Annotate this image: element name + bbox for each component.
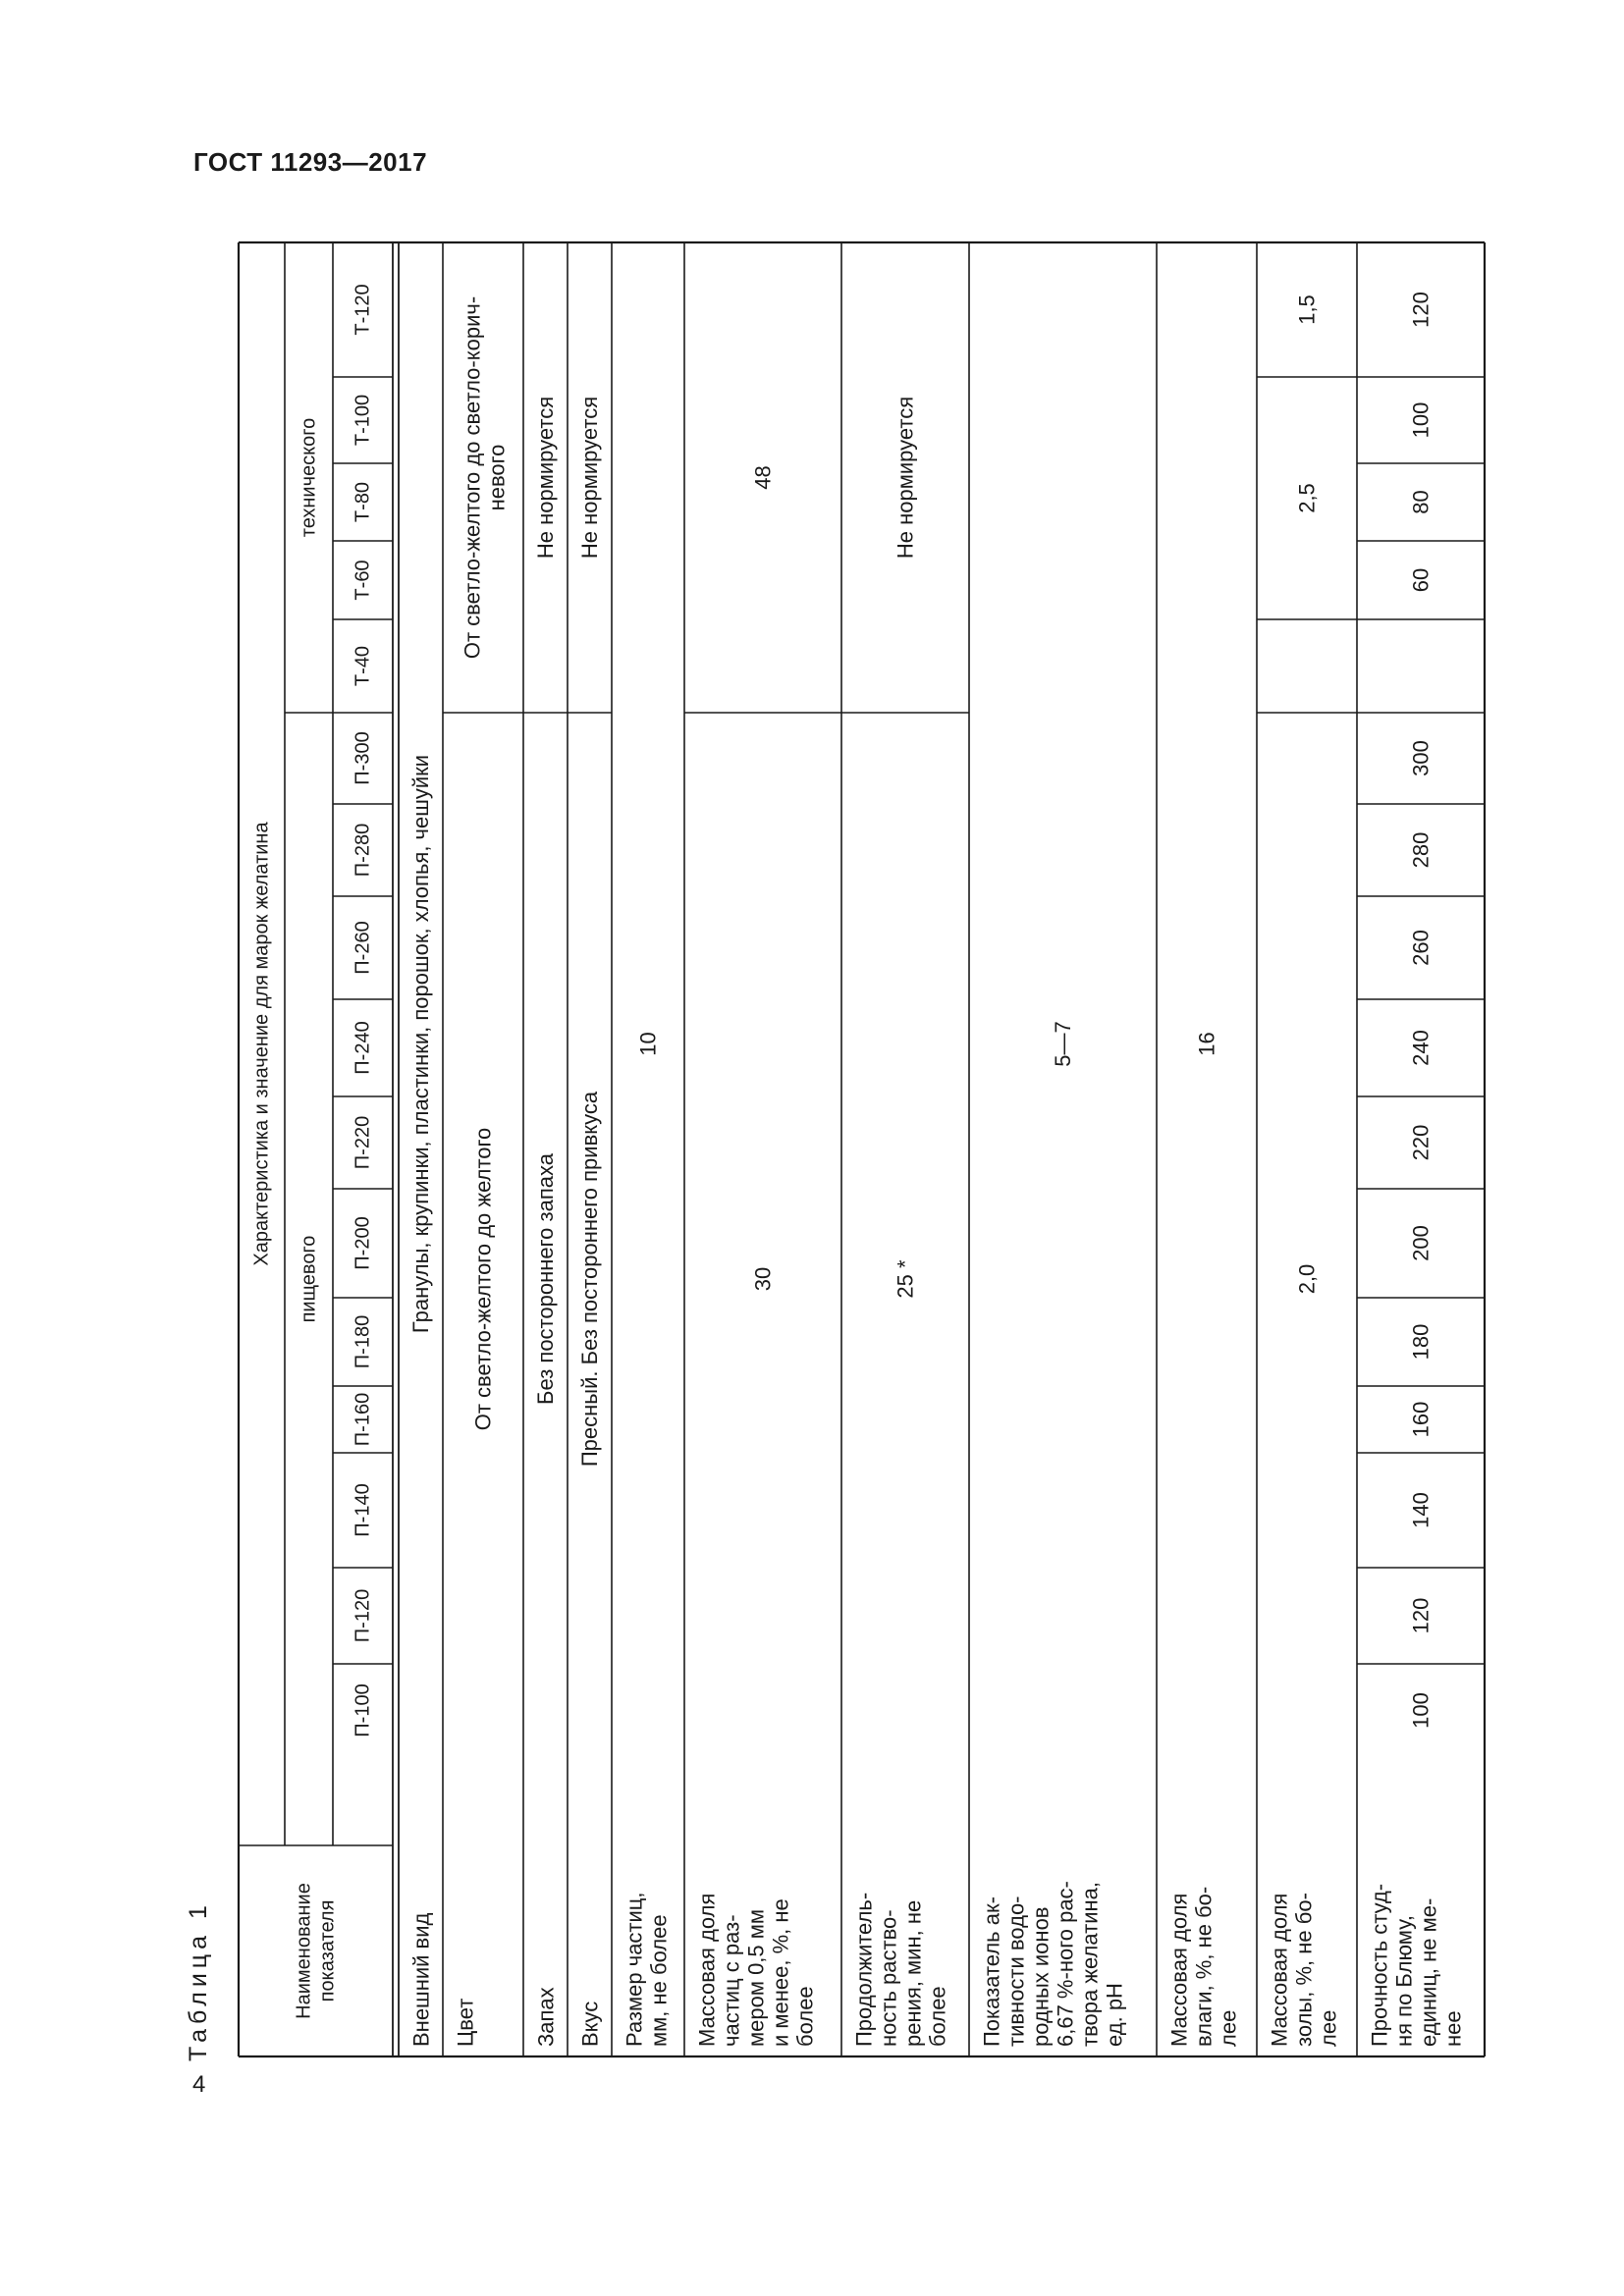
row-label-line: Продолжитель-: [851, 1892, 877, 2047]
grade-header: П-140: [352, 1483, 374, 1537]
dissolution-technical-value: Не нормируется: [893, 396, 918, 560]
row-label-line: Массовая доля: [694, 1893, 720, 2047]
row-label-line: золы, %, не бо-: [1291, 1893, 1317, 2047]
row-label-line: более: [792, 1986, 818, 2047]
grade-header: П-100: [352, 1683, 374, 1737]
bloom-value: 300: [1408, 740, 1434, 776]
row-label-line: единиц, не ме-: [1416, 1897, 1441, 2047]
row-label-line: Вкус: [577, 2001, 603, 2047]
row-label-line: 6,67 %-ного рас-: [1053, 1881, 1078, 2047]
grade-header: П-260: [352, 921, 374, 975]
grade-header: Т-100: [352, 394, 374, 447]
row-label-line: мером 0,5 мм: [743, 1908, 769, 2047]
row-label-line: влаги, %, не бо-: [1191, 1886, 1217, 2047]
row-label-line: рения, мин, не: [900, 1899, 926, 2047]
dissolution-food-value: 25 *: [893, 1259, 918, 1299]
row-label-line: нее: [1440, 2010, 1466, 2047]
color-technical-value: невого: [484, 444, 510, 511]
row-label-line: ня по Блюму,: [1391, 1915, 1417, 2047]
technical-group-header: технического: [298, 417, 320, 538]
appearance-value: Гранулы, крупинки, пластинки, порошок, хлопья, чешуйки: [408, 754, 433, 1334]
spanning-header: Характеристика и значение для марок желатина: [250, 822, 273, 1266]
row-label-line: мм, не более: [646, 1914, 672, 2047]
bloom-value: 260: [1408, 930, 1434, 966]
grade-header: Т-60: [352, 560, 374, 601]
odor-technical-value: Не нормируется: [533, 396, 558, 560]
grade-header: П-200: [352, 1216, 374, 1270]
ash-technical-value: 1,5: [1294, 294, 1320, 325]
bloom-value: 200: [1408, 1225, 1434, 1261]
row-label-line: Массовая доля: [1166, 1893, 1192, 2047]
row-label-line: ед. рН: [1102, 1983, 1127, 2047]
document-code: ГОСТ 11293—2017: [193, 147, 428, 177]
ph-value: 5—7: [1051, 1021, 1075, 1067]
row-label-line: Внешний вид: [408, 1912, 434, 2047]
row-label-line: твора желатина,: [1077, 1881, 1103, 2047]
row-label-line: Запах: [533, 1987, 559, 2047]
row-label-line: Массовая доля: [1267, 1893, 1292, 2047]
grade-header: П-160: [352, 1392, 374, 1447]
bloom-value: 60: [1408, 567, 1434, 593]
fraction-food-value: 30: [750, 1266, 776, 1292]
color-technical-value: От светло-желтого до светло-корич-: [460, 295, 485, 660]
moisture-value: 16: [1194, 1032, 1219, 1056]
taste-food-value: Пресный. Без постороннего привкуса: [577, 1091, 602, 1468]
particle-size-value: 10: [635, 1032, 661, 1056]
row-label-line: более: [925, 1986, 950, 2047]
row-label-line: и менее, %, не: [768, 1898, 793, 2047]
taste-technical-value: Не нормируется: [577, 396, 602, 560]
grade-header: П-120: [352, 1588, 374, 1643]
bloom-value: 100: [1408, 401, 1434, 439]
ash-technical-value: 2,5: [1294, 483, 1320, 513]
bloom-value: 120: [1408, 292, 1434, 328]
row-label-line: Прочность студ-: [1367, 1883, 1392, 2047]
grade-header: П-300: [352, 731, 374, 785]
color-food-value: От светло-желтого до желтого: [470, 1127, 496, 1431]
table-text: [251, 284, 1466, 2047]
bloom-value: 220: [1408, 1124, 1434, 1161]
row-label-line: родных ионов: [1028, 1906, 1054, 2047]
name-column-header: Наименование: [293, 1883, 315, 2019]
row-label-line: ность раство-: [876, 1909, 901, 2047]
bloom-value: 280: [1408, 831, 1434, 869]
name-column-header: показателя: [316, 1899, 339, 2002]
grade-header: П-220: [352, 1115, 374, 1170]
bloom-value: 120: [1408, 1597, 1434, 1634]
page-number: 4: [192, 2071, 206, 2098]
row-label-line: частиц с раз-: [719, 1914, 744, 2047]
row-label-line: Размер частиц,: [622, 1892, 647, 2047]
row-label-line: Показатель ак-: [979, 1896, 1004, 2047]
food-group-header: пищевого: [298, 1235, 320, 1323]
grade-header: П-240: [352, 1021, 374, 1075]
grade-header: П-280: [352, 823, 374, 878]
grade-header: П-180: [352, 1314, 374, 1369]
grade-header: Т-40: [352, 645, 374, 687]
row-label-line: лее: [1216, 2009, 1241, 2047]
fraction-technical-value: 48: [750, 465, 776, 490]
ash-food-value: 2,0: [1294, 1263, 1320, 1295]
bloom-value: 240: [1408, 1030, 1434, 1066]
bloom-value: 140: [1408, 1492, 1434, 1528]
odor-food-value: Без постороннего запаха: [533, 1153, 558, 1405]
bloom-value: 100: [1408, 1692, 1434, 1729]
bloom-value: 80: [1408, 490, 1434, 514]
row-label-line: тивности водо-: [1003, 1896, 1029, 2047]
grade-header: Т-120: [352, 284, 374, 336]
row-label-line: лее: [1316, 2009, 1341, 2047]
bloom-value: 180: [1408, 1323, 1434, 1361]
grade-header: Т-80: [352, 481, 374, 523]
row-label-line: Цвет: [453, 1998, 478, 2047]
bloom-value: 160: [1408, 1401, 1434, 1438]
table-caption: Таблица 1: [185, 1900, 212, 2061]
